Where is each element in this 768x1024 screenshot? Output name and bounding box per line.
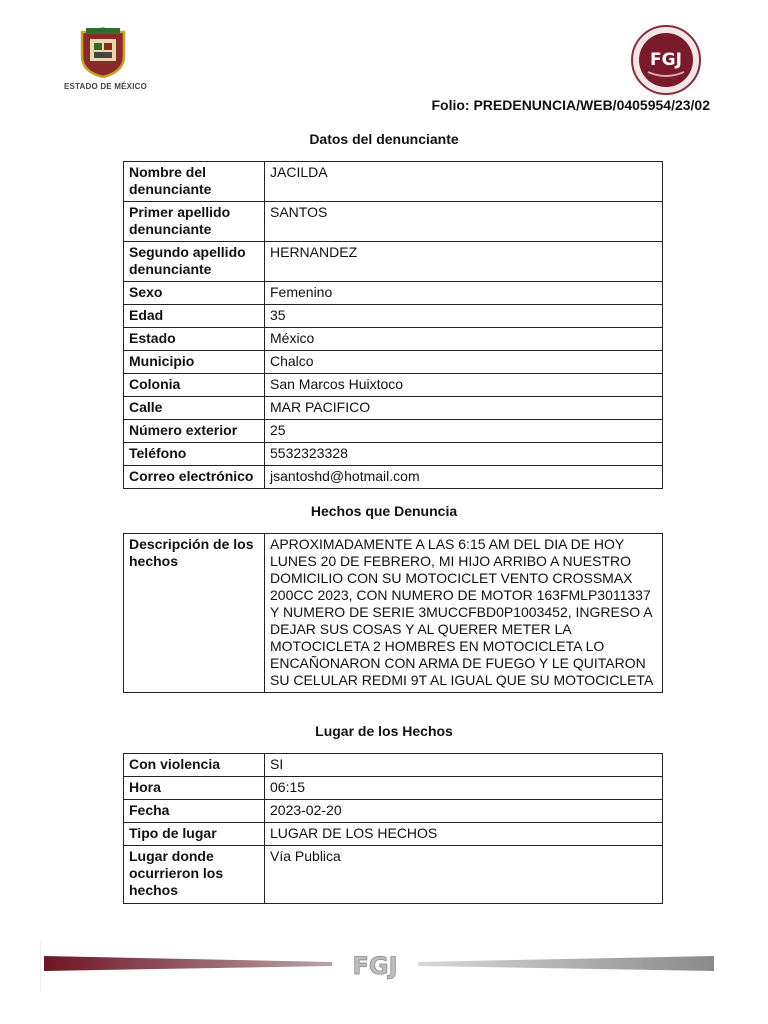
fgj-seal-icon (630, 24, 702, 96)
field-label: Primer apellido denunciante (124, 202, 265, 242)
table-row (124, 420, 663, 443)
field-value: APROXIMADAMENTE A LAS 6:15 AM DEL DIA DE HOY LUNES 20 DE FEBRERO, MI HIJO ARRIBO A NUESTRO DOMICILIO CON SU MOTOCICLET VENTO CROSSMAX 200CC 2023, CON NUMERO DE MOTOR 163FMLP3011337 Y NUMERO DE SERIE 3MUCCFBD0P1003452, INGRESO A DEJAR SUS COSAS Y AL QUERER METER LA MOTOCICLETA 2 HOMBRES EN MOTOCICLETA LO ENCAÑONARON CON ARMA DE FUEGO Y LE QUITARON SU CELULAR REDMI 9T AL IGUAL QUE SU MOTOCICLETA (265, 534, 663, 693)
svg-text:FGJ: FGJ (650, 50, 682, 70)
field-label: Edad (124, 305, 265, 328)
field-value: Chalco (265, 351, 663, 374)
field-label: Colonia (124, 374, 265, 397)
field-label: Tipo de lugar (124, 823, 265, 846)
table-row (124, 162, 663, 202)
table-row (124, 800, 663, 823)
field-value: JACILDA (265, 162, 663, 202)
field-value: LUGAR DE LOS HECHOS (265, 823, 663, 846)
fgj-seal-logo (630, 24, 702, 96)
field-label: Segundo apellido denunciante (124, 242, 265, 282)
field-value: 35 (265, 305, 663, 328)
field-label: Número exterior (124, 420, 265, 443)
field-label: Lugar donde ocurrieron los hechos (124, 846, 265, 904)
table-row (124, 443, 663, 466)
field-label: Teléfono (124, 443, 265, 466)
field-value: 25 (265, 420, 663, 443)
svg-text:FGJ: FGJ (352, 952, 398, 980)
footer-logo-icon (40, 938, 730, 994)
table-row (124, 846, 663, 904)
denunciante-table (123, 161, 663, 489)
org-name: ESTADO DE MÉXICO (63, 82, 148, 91)
table-row (124, 777, 663, 800)
field-label: Hora (124, 777, 265, 800)
field-label: Municipio (124, 351, 265, 374)
section-title-lugar: Lugar de los Hechos (315, 723, 453, 739)
estado-de-mexico-logo (58, 24, 153, 98)
section-title-hechos: Hechos que Denuncia (310, 503, 458, 519)
field-label: Descripción de los hechos (124, 534, 265, 693)
coat-of-arms-icon (78, 26, 128, 78)
table-row (124, 754, 663, 777)
field-label: Sexo (124, 282, 265, 305)
field-value: 2023-02-20 (265, 800, 663, 823)
table-row (124, 328, 663, 351)
table-row (124, 351, 663, 374)
field-value: HERNANDEZ (265, 242, 663, 282)
table-row (124, 397, 663, 420)
table-row (124, 282, 663, 305)
field-label: Nombre del denunciante (124, 162, 265, 202)
table-row (124, 202, 663, 242)
field-value: Vía Publica (265, 846, 663, 904)
table-row (124, 534, 663, 693)
field-value: Femenino (265, 282, 663, 305)
field-label: Fecha (124, 800, 265, 823)
field-label: Correo electrónico (124, 466, 265, 489)
table-row (124, 374, 663, 397)
folio-number: Folio: PREDENUNCIA/WEB/0405954/23/02 (431, 97, 710, 113)
field-value: MAR PACIFICO (265, 397, 663, 420)
field-label: Con violencia (124, 754, 265, 777)
field-value: SANTOS (265, 202, 663, 242)
field-label: Estado (124, 328, 265, 351)
field-value: San Marcos Huixtoco (265, 374, 663, 397)
field-value: 06:15 (265, 777, 663, 800)
field-value: SI (265, 754, 663, 777)
table-row (124, 823, 663, 846)
field-value: jsantoshd@hotmail.com (265, 466, 663, 489)
field-label: Calle (124, 397, 265, 420)
field-value: 5532323328 (265, 443, 663, 466)
footer-banner (40, 938, 730, 994)
hechos-table (123, 533, 663, 693)
section-title-denunciante: Datos del denunciante (309, 131, 459, 147)
lugar-table (123, 753, 663, 904)
field-value: México (265, 328, 663, 351)
table-row (124, 466, 663, 489)
table-row (124, 242, 663, 282)
table-row (124, 305, 663, 328)
